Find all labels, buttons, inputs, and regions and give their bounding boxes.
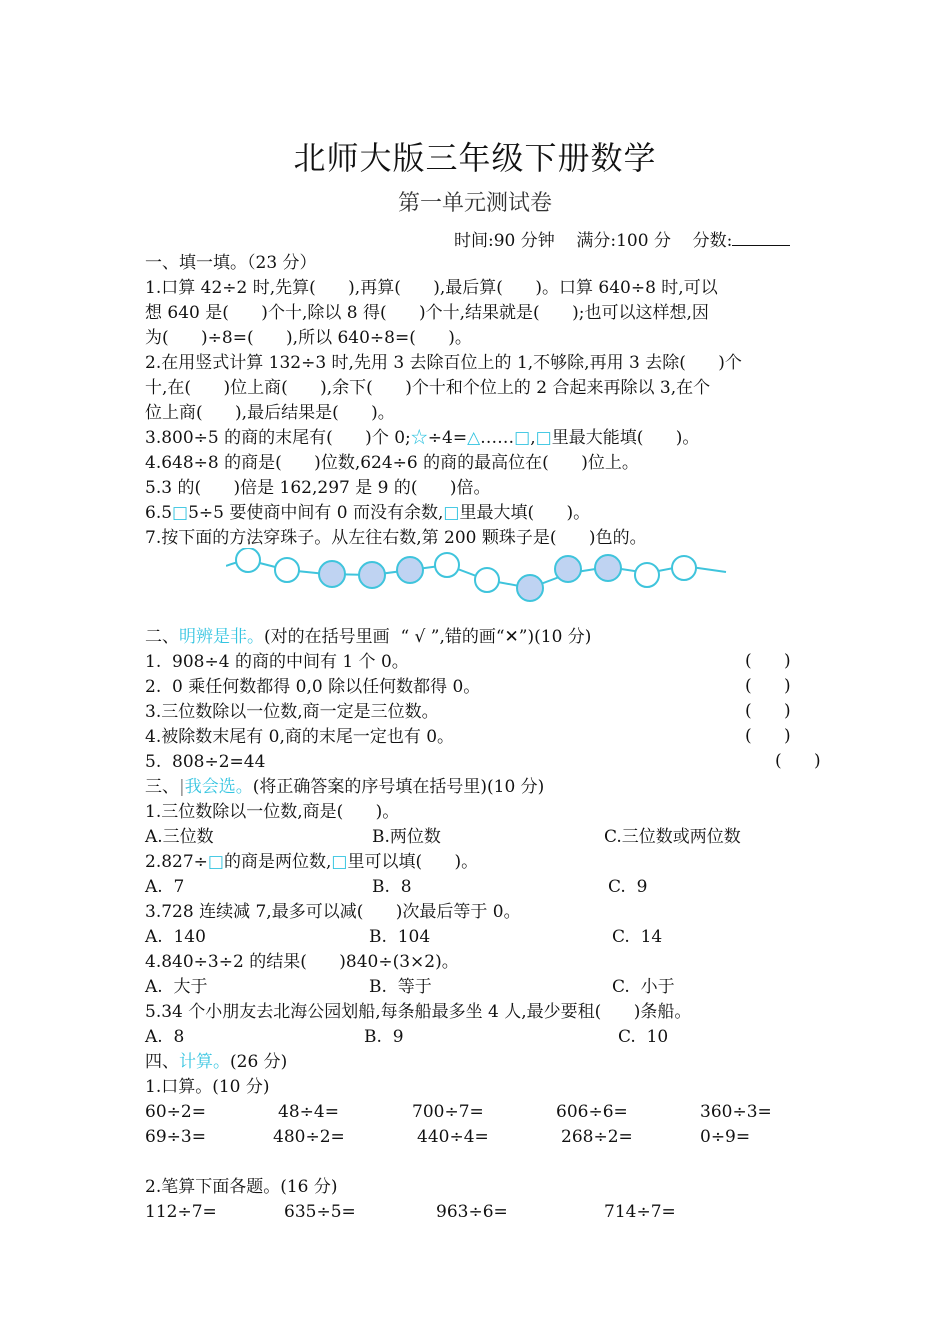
s3-q1-option-c: C.三位数或两位数 <box>604 827 741 847</box>
bead-white <box>672 556 696 580</box>
s3-rest: (将正确答案的序号填在括号里)(10 分) <box>252 777 545 797</box>
s3-q4-option-c: C. 小于 <box>612 977 675 997</box>
s3-q2-text-a: 2.827÷ <box>145 852 208 872</box>
s3-bar: | <box>179 777 185 797</box>
s2-item-1: 1. 908÷4 的商的中间有 1 个 0。 <box>145 652 409 672</box>
s2-item-5: 5. 808÷2=44 <box>145 752 266 772</box>
s2-answer-paren: ( ) <box>745 701 791 721</box>
s1-q2-line3: 位上商( ),最后结果是( )。 <box>145 403 395 423</box>
oral-calc-item: 268÷2= <box>561 1127 633 1147</box>
s3-q3: 3.728 连续减 7,最多可以减( )次最后等于 0。 <box>145 902 521 922</box>
square-icon: □ <box>514 428 531 448</box>
section-1-title: 一、填一填。（23 分） <box>145 253 317 273</box>
meta-text: 时间:90 分钟 满分:100 分 分数: <box>454 231 733 251</box>
bead-white <box>236 548 260 572</box>
oral-calc-item: 480÷2= <box>273 1127 345 1147</box>
s2-answer-paren: ( ) <box>775 751 821 771</box>
bead-blue <box>397 557 423 583</box>
s1-q2-line2: 十,在( )位上商( ),余下( )个十和个位上的 2 合起来再除以 3,在个 <box>145 378 711 398</box>
bead-white <box>635 563 659 587</box>
s1-q5: 5.3 的( )倍是 162,297 是 9 的( )倍。 <box>145 478 491 498</box>
s1-q1-line3: 为( )÷8=( ),所以 640÷8=( )。 <box>145 328 472 348</box>
exam-meta <box>454 226 790 251</box>
bead-blue <box>517 575 543 601</box>
square-icon: □ <box>443 503 460 523</box>
s1-q2-line1: 2.在用竖式计算 132÷3 时,先用 3 去除百位上的 1,不够除,再用 3 去除( )个 <box>145 353 742 373</box>
s2-prefix: 二、 <box>145 627 179 647</box>
s1-q3-text-a: 3.800÷5 的商的末尾有( )个 0; <box>145 428 411 448</box>
s1-q6 <box>145 502 590 524</box>
s2-item-3: 3.三位数除以一位数,商一定是三位数。 <box>145 702 439 722</box>
s4-part-1-title: 1.口算。(10 分) <box>145 1077 270 1097</box>
s3-q5-option-c: C. 10 <box>618 1027 669 1047</box>
s3-q1-option-a: A.三位数 <box>145 827 214 847</box>
section-3-title <box>145 776 544 798</box>
oral-calc-item: 0÷9= <box>700 1127 751 1147</box>
s3-q4: 4.840÷3÷2 的结果( )840÷(3×2)。 <box>145 952 459 972</box>
s1-q3-text-d: , <box>530 428 536 448</box>
section-4-title <box>145 1051 287 1073</box>
s3-prefix: 三、 <box>145 777 179 797</box>
s1-q1-line2: 想 640 是( )个十,除以 8 得( )个十,结果就是( );也可以这样想,因 <box>145 303 709 323</box>
bead-white <box>475 568 499 592</box>
s3-q1-option-b: B.两位数 <box>372 827 441 847</box>
triangle-icon: △ <box>467 428 481 448</box>
square-icon: □ <box>172 503 189 523</box>
oral-calc-item: 48÷4= <box>278 1102 339 1122</box>
s1-q6-text-c: 里最大填( )。 <box>459 503 591 523</box>
s4-rest: (26 分) <box>230 1052 288 1072</box>
s2-answer-paren: ( ) <box>745 676 791 696</box>
s3-q2-text-c: 里可以填( )。 <box>347 852 479 872</box>
star-icon: ☆ <box>410 428 428 448</box>
bead-blue <box>595 555 621 581</box>
page-subtitle: 第一单元测试卷 <box>397 191 552 216</box>
s4-prefix: 四、 <box>145 1052 179 1072</box>
written-calc-item: 963÷6= <box>436 1202 508 1222</box>
s3-q4-option-a: A. 大于 <box>145 977 208 997</box>
square-icon: □ <box>207 852 224 872</box>
section-2-title <box>145 626 591 648</box>
s4-part-2-title: 2.笔算下面各题。(16 分) <box>145 1177 338 1197</box>
written-calc-item: 112÷7= <box>145 1202 217 1222</box>
s1-q4: 4.648÷8 的商是( )位数,624÷6 的商的最高位在( )位上。 <box>145 453 639 473</box>
score-blank <box>732 231 790 246</box>
bead-string-illustration <box>226 548 730 608</box>
bead-blue <box>555 556 581 582</box>
written-calc-item: 635÷5= <box>284 1202 356 1222</box>
bead-white <box>275 558 299 582</box>
written-calc-item: 714÷7= <box>604 1202 676 1222</box>
s2-answer-paren: ( ) <box>745 726 791 746</box>
s1-q6-text-b: 5÷5 要使商中间有 0 而没有余数, <box>188 503 444 523</box>
oral-calc-item: 606÷6= <box>556 1102 628 1122</box>
s2-rest: (对的在括号里画 “ √ ”,错的画“✕”)(10 分) <box>264 627 592 647</box>
oral-calc-item: 60÷2= <box>145 1102 206 1122</box>
s1-q3 <box>145 427 699 449</box>
s3-q2-option-b: B. 8 <box>372 877 412 897</box>
s3-q5-option-a: A. 8 <box>145 1027 185 1047</box>
s2-label: 明辨是非。 <box>179 627 264 647</box>
s3-q2 <box>145 851 478 873</box>
bead-blue <box>319 561 345 587</box>
s1-q3-text-e: 里最大能填( )。 <box>551 428 700 448</box>
s3-q3-option-c: C. 14 <box>612 927 663 947</box>
s3-q2-option-c: C. 9 <box>608 877 648 897</box>
s2-item-2: 2. 0 乘任何数都得 0,0 除以任何数都得 0。 <box>145 677 481 697</box>
s3-q5: 5.34 个小朋友去北海公园划船,每条船最多坐 4 人,最少要租( )条船。 <box>145 1002 692 1022</box>
s3-q2-text-b: 的商是两位数, <box>223 852 332 872</box>
s3-q3-option-b: B. 104 <box>369 927 431 947</box>
s1-q3-text-b: ÷4= <box>427 428 468 448</box>
s1-q7: 7.按下面的方法穿珠子。从左往右数,第 200 颗珠子是( )色的。 <box>145 528 647 548</box>
square-icon: □ <box>535 428 552 448</box>
s3-q3-option-a: A. 140 <box>145 927 206 947</box>
s4-label: 计算。 <box>179 1052 230 1072</box>
bead-blue <box>359 562 385 588</box>
s3-q2-option-a: A. 7 <box>145 877 185 897</box>
s1-q3-text-c: …… <box>480 428 515 448</box>
s2-answer-paren: ( ) <box>745 651 791 671</box>
oral-calc-item: 69÷3= <box>145 1127 206 1147</box>
oral-calc-item: 440÷4= <box>417 1127 489 1147</box>
s3-label: 我会选。 <box>184 777 253 797</box>
oral-calc-item: 700÷7= <box>412 1102 484 1122</box>
bead-white <box>435 553 459 577</box>
page-title: 北师大版三年级下册数学 <box>293 139 657 177</box>
s1-q6-text-a: 6.5 <box>145 503 173 523</box>
s2-item-4: 4.被除数末尾有 0,商的末尾一定也有 0。 <box>145 727 455 747</box>
s3-q4-option-b: B. 等于 <box>369 977 432 997</box>
s3-q5-option-b: B. 9 <box>364 1027 404 1047</box>
oral-calc-item: 360÷3= <box>700 1102 772 1122</box>
square-icon: □ <box>331 852 348 872</box>
s1-q1-line1: 1.口算 42÷2 时,先算( ),再算( ),最后算( )。口算 640÷8 时,可以 <box>145 278 718 298</box>
s3-q1: 1.三位数除以一位数,商是( )。 <box>145 802 400 822</box>
